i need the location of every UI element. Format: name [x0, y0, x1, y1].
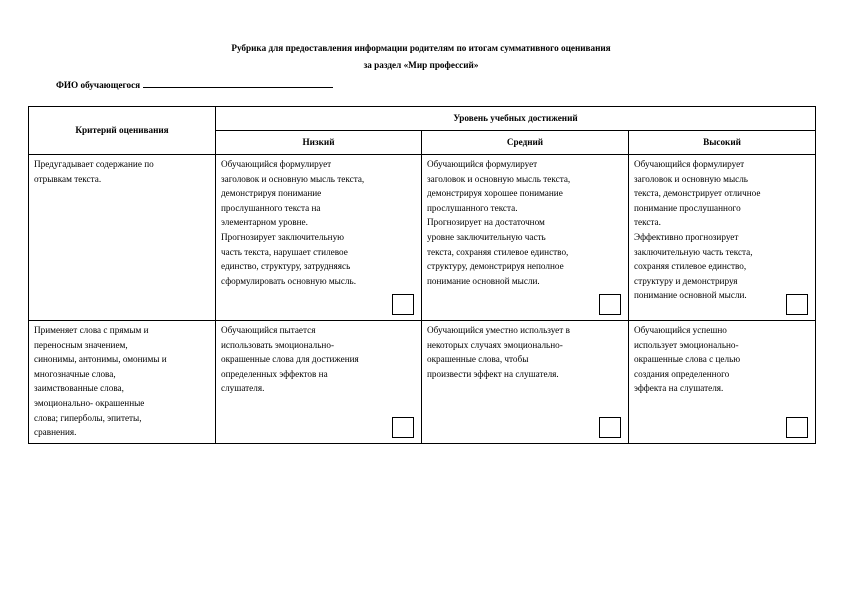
- checkbox[interactable]: [392, 294, 414, 315]
- levels-header: Уровень учебных достижений: [216, 107, 816, 131]
- checkbox[interactable]: [786, 417, 808, 438]
- criterion-header: Критерий оценивания: [29, 107, 216, 155]
- mid-level-cell: [422, 155, 629, 321]
- student-name-line: [56, 78, 333, 90]
- mid-level-cell: [422, 321, 629, 444]
- low-level-cell: [216, 321, 422, 444]
- high-level-cell: [629, 321, 816, 444]
- descriptor-text: Обучающийся уместно использует в некоторых случаях эмоционально- окрашенные слова, чтобы произвести эффект на слушателя.: [427, 325, 570, 379]
- checkbox[interactable]: [599, 417, 621, 438]
- student-name-label: ФИО обучающегося: [56, 80, 141, 90]
- rubric-table: [28, 106, 816, 444]
- level-low-header: Низкий: [216, 131, 422, 155]
- level-mid-header: Средний: [422, 131, 629, 155]
- criterion-text: Предугадывает содержание по отрывкам текста.: [34, 159, 154, 184]
- document-title: Рубрика для предоставления информации родителям по итогам суммативного оценивания: [231, 43, 611, 53]
- descriptor-text: Обучающийся пытается использовать эмоционально- окрашенные слова для достижения определенных эффектов на слушателя.: [221, 325, 359, 394]
- descriptor-text: Обучающийся успешно использует эмоционально- окрашенные слова с целью создания определенного эффекта на слушателя.: [634, 325, 741, 394]
- checkbox[interactable]: [786, 294, 808, 315]
- criterion-text: Применяет слова с прямым и переносным значением, синонимы, антонимы, омонимы и многозначные слова, заимствованные слова, эмоционально- окрашенные слова; гиперболы, эпитеты, сравнения.: [34, 325, 167, 438]
- level-high-header: Высокий: [629, 131, 816, 155]
- descriptor-text: Обучающийся формулирует заголовок и основную мысль текста, демонстрируя хорошее понимание прослушанного текста. Прогнозирует на достаточном уровне заключительную часть текста, сохраняя стилевое единство, структуру, демонстрируя неполное понимание основной мысли.: [427, 159, 571, 286]
- high-level-cell: [629, 155, 816, 321]
- criterion-cell: [29, 155, 216, 321]
- checkbox[interactable]: [392, 417, 414, 438]
- student-name-blank[interactable]: [143, 78, 333, 88]
- criterion-cell: [29, 321, 216, 444]
- descriptor-text: Обучающийся формулирует заголовок и основную мысль текста, демонстрируя понимание прослушанного текста на элементарном уровне. Прогнозирует заключительную часть текста, нарушает стилевое единство, структуру, затрудняясь сформулировать основную мысль.: [221, 159, 365, 286]
- table-row: [29, 155, 816, 321]
- descriptor-text: Обучающийся формулирует заголовок и основную мысль текста, демонстрирует отличное понимание прослушанного текста. Эффективно прогнозирует заключительную часть текста, сохраняя стилевое единство, структуру и демонстрируя понимание основной мысли.: [634, 159, 761, 301]
- low-level-cell: [216, 155, 422, 321]
- checkbox[interactable]: [599, 294, 621, 315]
- table-row: [29, 321, 816, 444]
- document-subtitle: за раздел «Мир профессий»: [363, 60, 479, 70]
